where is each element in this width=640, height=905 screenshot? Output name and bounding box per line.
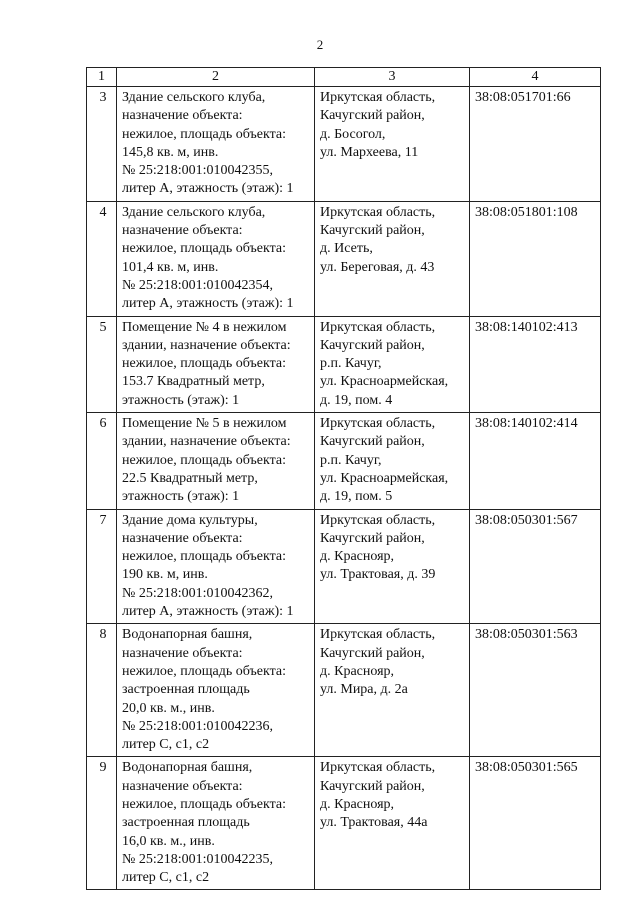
cadastral-number: 38:08:050301:563: [470, 624, 601, 757]
cadastral-number: 38:08:051701:66: [470, 87, 601, 202]
table-row: [87, 316, 601, 412]
object-description: Здание сельского клуба, назначение объекта: нежилое, площадь объекта: 145,8 кв. м, инв. № 25:218:001:010042355, литер А, этажность (этаж): 1: [117, 87, 315, 202]
object-address: Иркутская область, Качугский район, р.п. Качуг, ул. Красноармейская, д. 19, пом. 5: [315, 413, 470, 509]
object-description: Здание сельского клуба, назначение объекта: нежилое, площадь объекта: 101,4 кв. м, инв. № 25:218:001:010042354, литер А, этажность (этаж): 1: [117, 201, 315, 316]
cadastral-number: 38:08:050301:565: [470, 757, 601, 890]
table-row: [87, 201, 601, 316]
object-address: Иркутская область, Качугский район, д. Краснояр, ул. Мира, д. 2а: [315, 624, 470, 757]
header-cell-3: 3: [315, 68, 470, 87]
table-row: [87, 757, 601, 890]
property-table: [86, 67, 601, 890]
row-number: 4: [87, 201, 117, 316]
object-description: Здание дома культуры, назначение объекта: нежилое, площадь объекта: 190 кв. м, инв. № 25:218:001:010042362, литер А, этажность (этаж): 1: [117, 509, 315, 624]
cadastral-number: 38:08:140102:414: [470, 413, 601, 509]
object-address: Иркутская область, Качугский район, д. Краснояр, ул. Трактовая, д. 39: [315, 509, 470, 624]
table-header-row: [87, 68, 601, 87]
table-row: [87, 624, 601, 757]
object-address: Иркутская область, Качугский район, д. Краснояр, ул. Трактовая, 44а: [315, 757, 470, 890]
object-description: Водонапорная башня, назначение объекта: нежилое, площадь объекта: застроенная площадь 16,0 кв. м., инв. № 25:218:001:010042235, литер С, с1, с2: [117, 757, 315, 890]
object-address: Иркутская область, Качугский район, д. Босогол, ул. Мархеева, 11: [315, 87, 470, 202]
page-number: 2: [316, 37, 324, 52]
row-number: 3: [87, 87, 117, 202]
row-number: 6: [87, 413, 117, 509]
header-cell-4: 4: [470, 68, 601, 87]
object-description: Водонапорная башня, назначение объекта: нежилое, площадь объекта: застроенная площадь 20,0 кв. м., инв. № 25:218:001:010042236, литер С, с1, с2: [117, 624, 315, 757]
cadastral-number: 38:08:050301:567: [470, 509, 601, 624]
cadastral-number: 38:08:140102:413: [470, 316, 601, 412]
table-row: [87, 413, 601, 509]
header-cell-2: 2: [117, 68, 315, 87]
row-number: 5: [87, 316, 117, 412]
row-number: 8: [87, 624, 117, 757]
table-row: [87, 87, 601, 202]
header-cell-1: 1: [87, 68, 117, 87]
row-number: 9: [87, 757, 117, 890]
object-description: Помещение № 4 в нежилом здании, назначение объекта: нежилое, площадь объекта: 153.7 Квадратный метр, этажность (этаж): 1: [117, 316, 315, 412]
object-address: Иркутская область, Качугский район, р.п. Качуг, ул. Красноармейская, д. 19, пом. 4: [315, 316, 470, 412]
object-description: Помещение № 5 в нежилом здании, назначение объекта: нежилое, площадь объекта: 22.5 Квадратный метр, этажность (этаж): 1: [117, 413, 315, 509]
table-row: [87, 509, 601, 624]
row-number: 7: [87, 509, 117, 624]
cadastral-number: 38:08:051801:108: [470, 201, 601, 316]
object-address: Иркутская область, Качугский район, д. Исеть, ул. Береговая, д. 43: [315, 201, 470, 316]
